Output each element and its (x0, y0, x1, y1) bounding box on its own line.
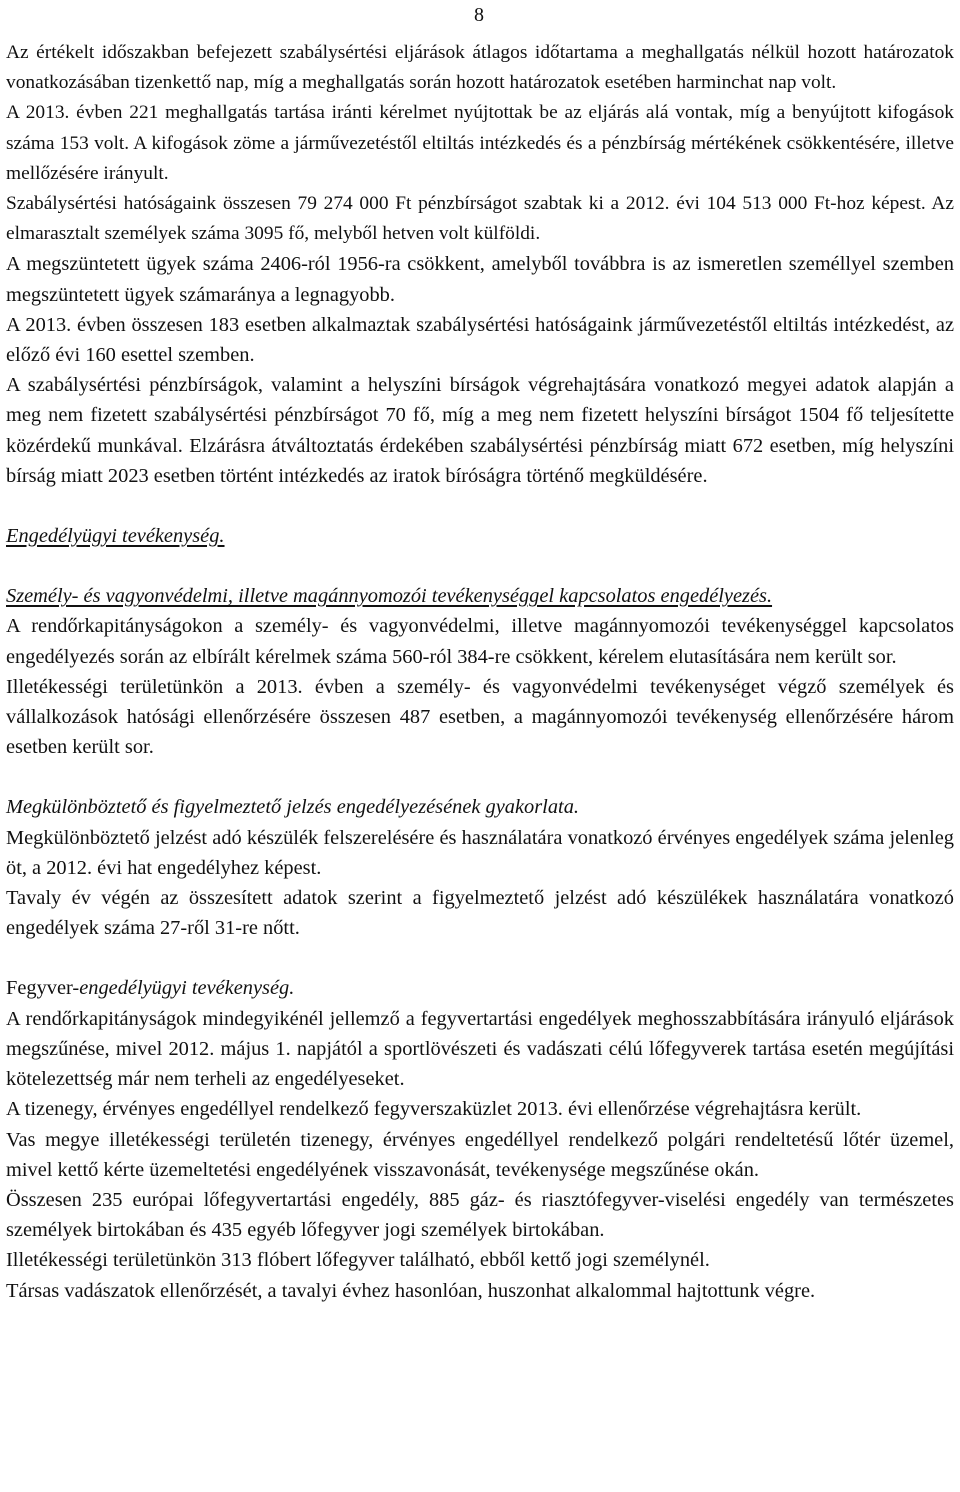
paragraph: A rendőrkapitányságok mindegyikénél jellemző a fegyvertartási engedélyek meghosszabbítására irányuló eljárások megszűnése, mivel 2012. május 1. napjától a sportlövészeti és vadászati célú lőfegyverek tartása esetén megújítási kötelezettség már nem terheli az engedélyeseket. (6, 1007, 954, 1091)
section-heading-text: Engedélyügyi tevékenység. (6, 525, 225, 548)
paragraph: Vas megye illetékességi területén tizenegy, érvényes engedéllyel rendelkező polgári rendeltetésű lőtér üzemel, mivel kettő kérte üzemeltetési engedélyének visszavonását, tevékenysége megszűnése okán. (6, 1128, 954, 1181)
section-heading (6, 581, 954, 611)
paragraph: Összesen 235 európai lőfegyvertartási engedély, 885 gáz- és riasztófegyver-viselési engedély van természetes személyek birtokában és 435 egyéb lőfegyver jogi személyek birtokában. (6, 1188, 954, 1242)
paragraph: A 2013. évben összesen 183 esetben alkalmaztak szabálysértési hatóságaink járművezetéstől eltiltás intézkedést, az előző évi 160 esettel szemben. (6, 313, 954, 367)
paragraph: A 2013. évben 221 meghallgatás tartása iránti kérelmet nyújtottak be az eljárás alá vontak, míg a benyújtott kifogások száma 153 volt. A kifogások zöme a járművezetéstől eltiltás intézkedés és a pénzbírság mértékének csökkentésére, illetve mellőzésére irányult. (6, 102, 954, 184)
section-heading-text: engedélyügyi tevékenység. (79, 977, 295, 1000)
paragraph: A megszüntetett ügyek száma 2406-ról 1956-ra csökkent, amelyből továbbra is az ismeretlen személlyel szemben megszüntetett ügyek számaránya a legnagyobb. (6, 253, 954, 306)
section-heading-plain: Fegyver- (6, 977, 80, 1000)
paragraph: A rendőrkapitányságokon a személy- és vagyonvédelmi, illetve magánnyomozói tevékenységgel kapcsolatos engedélyezés során az elbírált kérelmek száma 560-ról 384-re csökkent, kérelem elutasítására nem került sor. (6, 615, 954, 668)
section-heading (6, 521, 954, 551)
section-heading-text: Személy- és vagyonvédelmi, illetve magánnyomozói tevékenységgel kapcsolatos engedélyezés. (6, 585, 773, 608)
section-spacer (6, 491, 954, 521)
paragraph: Megkülönböztető jelzést adó készülék felszerelésére és használatára vonatkozó érvényes engedélyek száma jelenleg öt, a 2012. évi hat engedélyhez képest. (6, 826, 954, 879)
paragraph: A tizenegy, érvényes engedéllyel rendelkező fegyverszaküzlet 2013. évi ellenőrzése végrehajtásra került. (6, 1098, 862, 1121)
section-heading (6, 792, 954, 822)
section-spacer (6, 943, 954, 973)
paragraph: Illetékességi területünkön 313 flóbert lőfegyver található, ebből kettő jogi személynél. (6, 1249, 710, 1272)
document-body (6, 38, 954, 1306)
page-number: 8 (474, 4, 484, 26)
section-spacer (6, 551, 954, 581)
paragraph: Illetékességi területünkön a 2013. évben a személy- és vagyonvédelmi tevékenységet végző személyek és vállalkozások hatósági ellenőrzésére összesen 487 esetben, a magánnyomozói tevékenység ellenőrzésére három esetben került sor. (6, 675, 954, 759)
section-heading (6, 973, 954, 1003)
paragraph: Szabálysértési hatóságaink összesen 79 274 000 Ft pénzbírságot szabtak ki a 2012. évi 104 513 000 Ft-hoz képest. Az elmarasztalt személyek száma 3095 fő, melyből hetven volt külföldi. (6, 193, 954, 245)
section-heading-text: Megkülönböztető és figyelmeztető jelzés engedélyezésének gyakorlata. (6, 796, 579, 819)
section-spacer (6, 762, 954, 792)
paragraph: Az értékelt időszakban befejezett szabálysértési eljárások átlagos időtartama a meghallgatás nélkül hozott határozatok vonatkozásában tizenkettő nap, míg a meghallgatás során hozott határozatok esetében harminchat nap volt. (6, 42, 954, 94)
paragraph: A szabálysértési pénzbírságok, valamint a helyszíni bírságok végrehajtására vonatkozó megyei adatok alapján a meg nem fizetett szabálysértési pénzbírságot 70 fő, míg a meg nem fizetett helyszíni bírságot 1504 fő teljesítette közérdekű munkával. Elzárásra átváltoztatás érdekében szabálysértési pénzbírság miatt 672 esetben, míg helyszíni bírság miatt 2023 esetben történt intézkedés az iratok bíróságra történő megküldésére. (6, 374, 954, 487)
paragraph: Társas vadászatok ellenőrzését, a tavalyi évhez hasonlóan, huszonhat alkalommal hajtottunk végre. (6, 1279, 816, 1302)
paragraph: Tavaly év végén az összesített adatok szerint a figyelmeztető jelzést adó készülékek használatára vonatkozó engedélyek száma 27-ről 31-re nőtt. (6, 887, 954, 940)
